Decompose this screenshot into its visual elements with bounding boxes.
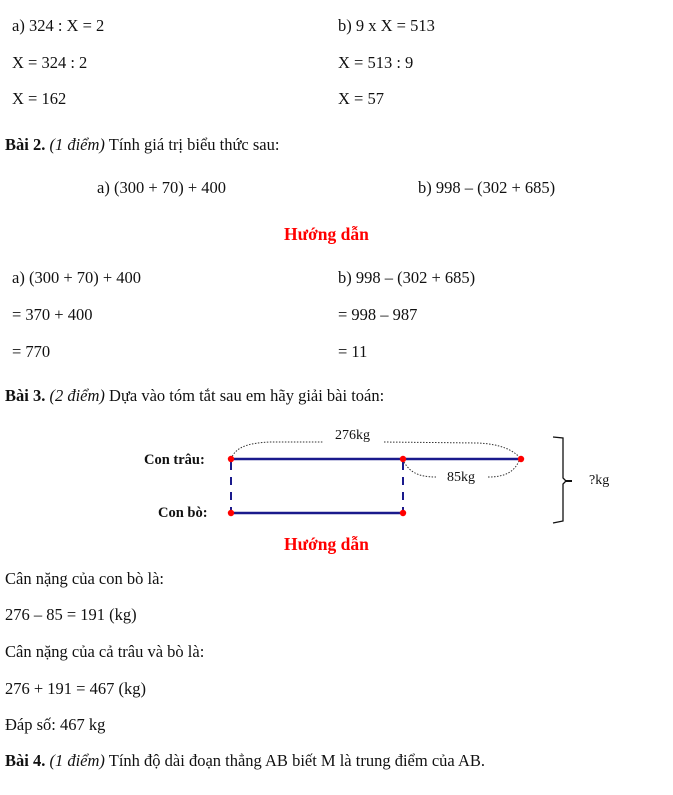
bai1-b-line-1: b) 9 x X = 513: [338, 16, 435, 35]
bai1-a-line-2: X = 324 : 2: [12, 53, 88, 72]
bai3-sol-line-2: 276 – 85 = 191 (kg): [5, 605, 137, 624]
diagram-diff-label: 85kg: [447, 470, 475, 485]
bai1-a-line-1: a) 324 : X = 2: [12, 16, 105, 35]
bai3-sol-line-4: 276 + 191 = 467 (kg): [5, 679, 146, 698]
bai3-prompt: Dựa vào tóm tắt sau em hãy giải bài toán:: [109, 386, 385, 405]
bai2-sol-b-3: = 11: [338, 342, 368, 361]
diagram-total-label: 276kg: [335, 428, 370, 443]
diagram-label-con-trau: Con trâu:: [144, 452, 205, 468]
bai3-points: (2 điểm): [49, 386, 105, 405]
bai3-sol-line-3: Cân nặng của cả trâu và bò là:: [5, 642, 205, 661]
bai2-prompt: Tính giá trị biểu thức sau:: [108, 135, 280, 154]
bai2-sol-b-1: b) 998 – (302 + 685): [338, 268, 476, 287]
bai1-b-line-3: X = 57: [338, 89, 384, 108]
bai4-label: Bài 4.: [5, 751, 46, 770]
diagram-label-con-bo: Con bò:: [158, 505, 208, 521]
bai1-a-line-3: X = 162: [12, 89, 67, 108]
bai3-heading: [5, 386, 384, 406]
bai2-sol-a-1: a) (300 + 70) + 400: [12, 268, 142, 287]
bai2-sol-a-3: = 770: [12, 342, 51, 361]
diagram-sum-label: ?kg: [589, 473, 610, 488]
bai2-label: Bài 2.: [5, 135, 46, 154]
bai3-answer: Đáp số: 467 kg: [5, 715, 106, 734]
bai2-item-a: a) (300 + 70) + 400: [97, 178, 227, 197]
bai2-guide-heading: Hướng dẫn: [284, 224, 369, 244]
bai4-points: (1 điểm): [49, 751, 105, 770]
bai2-item-b: b) 998 – (302 + 685): [418, 178, 556, 197]
bai2-heading: [5, 135, 279, 155]
bai1-b-line-2: X = 513 : 9: [338, 53, 414, 72]
bai3-sol-line-1: Cân nặng của con bò là:: [5, 569, 164, 588]
bai4-prompt: Tính độ dài đoạn thẳng AB biết M là trung điểm của AB.: [108, 751, 485, 770]
bai2-sol-a-2: = 370 + 400: [12, 305, 93, 324]
bai2-points: (1 điểm): [49, 135, 105, 154]
bai4-heading: [5, 751, 485, 771]
bai3-label: Bài 3.: [5, 386, 46, 405]
bai2-sol-b-2: = 998 – 987: [338, 305, 418, 324]
bai3-guide-heading: Hướng dẫn: [284, 534, 369, 554]
